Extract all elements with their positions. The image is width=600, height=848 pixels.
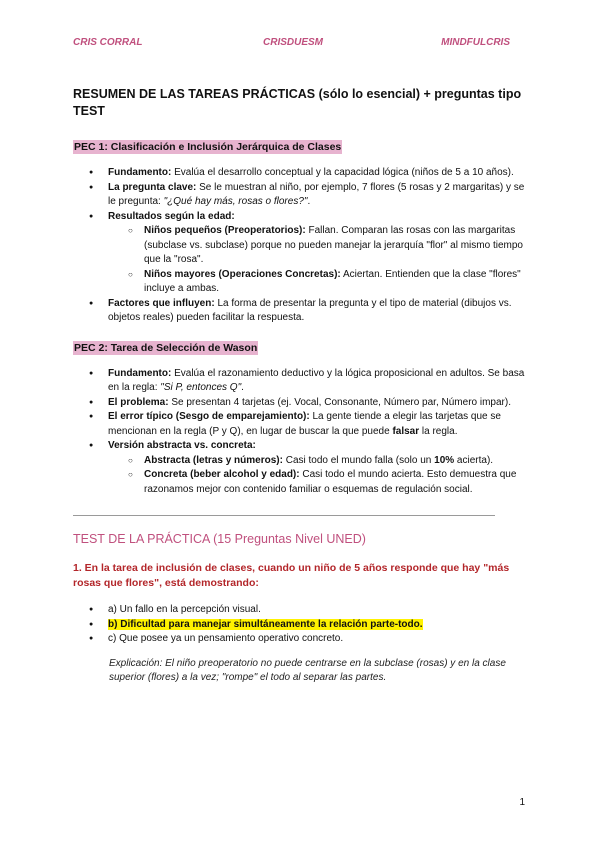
pec2-error-label: El error típico (Sesgo de emparejamiento): xyxy=(108,411,310,422)
pec1-resultados-label: Resultados según la edad: xyxy=(108,210,235,222)
page-header xyxy=(73,37,510,51)
pec1-list xyxy=(73,166,533,326)
pec2-fundamento-end: . xyxy=(241,382,244,393)
pec2-version-label: Versión abstracta vs. concreta: xyxy=(108,440,256,451)
list-item xyxy=(73,410,533,439)
pec2-list xyxy=(73,367,533,498)
horizontal-divider xyxy=(73,515,495,516)
pec2-fundamento-quote: "Si P, entonces Q" xyxy=(160,382,242,393)
header-author: CRIS CORRAL xyxy=(73,37,143,48)
header-handle: CRISDUESM xyxy=(263,37,324,48)
pec2-error-bold: falsar xyxy=(392,425,420,437)
pec1-heading: PEC 1: Clasificación e Inclusión Jerárquica de Clases xyxy=(74,141,342,153)
question-1-options xyxy=(73,603,533,647)
option-c xyxy=(73,632,533,647)
pec1-mayores-text: Aciertan. Entienden que la clase "flores" incluye a ambas. xyxy=(144,268,521,294)
pec2-abstracta-text: Casi todo el mundo falla (solo un xyxy=(282,454,435,466)
pec1-factores-text: La forma de presentar la pregunta y el tipo de material (dibujos vs. objetos reales) pueden facilitar la respuesta. xyxy=(108,297,512,323)
document-body xyxy=(73,86,533,686)
sublist-item xyxy=(108,454,533,469)
pec1-mayores-label: Niños mayores (Operaciones Concretas): xyxy=(144,268,341,280)
pec2-problema-label: El problema: xyxy=(108,396,169,408)
pec1-results-sublist xyxy=(108,224,533,297)
list-item xyxy=(73,297,533,326)
sublist-item xyxy=(108,468,533,497)
pec2-fundamento-label: Fundamento: xyxy=(108,367,172,379)
pec2-abstracta-bold: 10% xyxy=(434,454,455,466)
option-b-text-highlighted: b) Dificultad para manejar simultáneamente la relación parte-todo. xyxy=(108,618,423,630)
pec2-version-sublist xyxy=(108,454,533,498)
page-number: 1 xyxy=(519,797,525,808)
list-item xyxy=(73,396,533,411)
question-1: 1. En la tarea de inclusión de clases, cuando un niño de 5 años responde que hay "más rosas que flores", está demostrando: xyxy=(73,562,510,589)
list-item xyxy=(73,181,533,210)
pec2-error-text: La gente tiende a elegir las tarjetas que se mencionan en la regla (P y Q), en lugar de buscar la que puede xyxy=(108,411,501,437)
list-item xyxy=(73,210,533,297)
list-item xyxy=(73,166,533,181)
option-c-text: c) Que posee ya un pensamiento operativo concreto. xyxy=(108,633,344,644)
pec2-fundamento-text: Evalúa el razonamiento deductivo y la lógica proposicional en adultos. Se basa en la regla: xyxy=(108,367,525,393)
pec1-fundamento-text: Evalúa el desarrollo conceptual y la capacidad lógica (niños de 5 a 10 años). xyxy=(171,167,514,178)
pec1-clave-quote: "¿Qué hay más, rosas o flores?" xyxy=(163,196,308,207)
pec2-abstracta-label: Abstracta (letras y números): xyxy=(144,454,283,466)
pec2-concreta-label: Concreta (beber alcohol y edad): xyxy=(144,469,300,480)
option-a-text: a) Un fallo en la percepción visual. xyxy=(108,604,261,615)
pec2-error-end: la regla. xyxy=(419,425,458,437)
pec2-abstracta-end: acierta). xyxy=(454,454,494,466)
sublist-item xyxy=(108,224,533,268)
list-item xyxy=(73,367,533,396)
pec2-heading: PEC 2: Tarea de Selección de Wason xyxy=(74,341,258,354)
pec2-concreta-text: Casi todo el mundo acierta. Esto demuestra que razonamos mejor con contenido familiar o esquemas de regulación social. xyxy=(144,469,517,495)
pec1-fundamento-label: Fundamento: xyxy=(108,167,172,178)
sublist-item xyxy=(108,268,533,297)
pec1-pequenos-label: Niños pequeños (Preoperatorios): xyxy=(144,225,306,236)
pec1-factores-label: Factores que influyen: xyxy=(108,297,215,309)
pec2-problema-text: Se presentan 4 tarjetas (ej. Vocal, Consonante, Número par, Número impar). xyxy=(168,396,511,408)
pec1-clave-text: Se le muestran al niño, por ejemplo, 7 flores (5 rosas y 2 margaritas) y se le pregunta: xyxy=(108,181,525,207)
test-title: TEST DE LA PRÁCTICA (15 Preguntas Nivel UNED) xyxy=(73,532,366,546)
header-brand: MINDFULCRIS xyxy=(441,37,510,48)
question-1-explanation: Explicación: El niño preoperatorio no puede centrarse en la subclase (rosas) y en la clase superior (flores) a la vez; "rompe" el todo al separar las partes. xyxy=(109,657,506,683)
document-title: RESUMEN DE LAS TAREAS PRÁCTICAS (sólo lo esencial) + preguntas tipo TEST xyxy=(73,87,522,118)
option-a xyxy=(73,603,533,618)
pec1-clave-end: . xyxy=(307,196,311,207)
list-item xyxy=(73,439,533,497)
pec1-pequenos-text: Fallan. Comparan las rosas con las margaritas (subclase vs. subclase) porque no pueden manejar la jerarquía "flor" al mismo tiempo que la "rosa". xyxy=(144,225,523,265)
pec1-clave-label: La pregunta clave: xyxy=(108,181,197,193)
option-b xyxy=(73,618,533,633)
